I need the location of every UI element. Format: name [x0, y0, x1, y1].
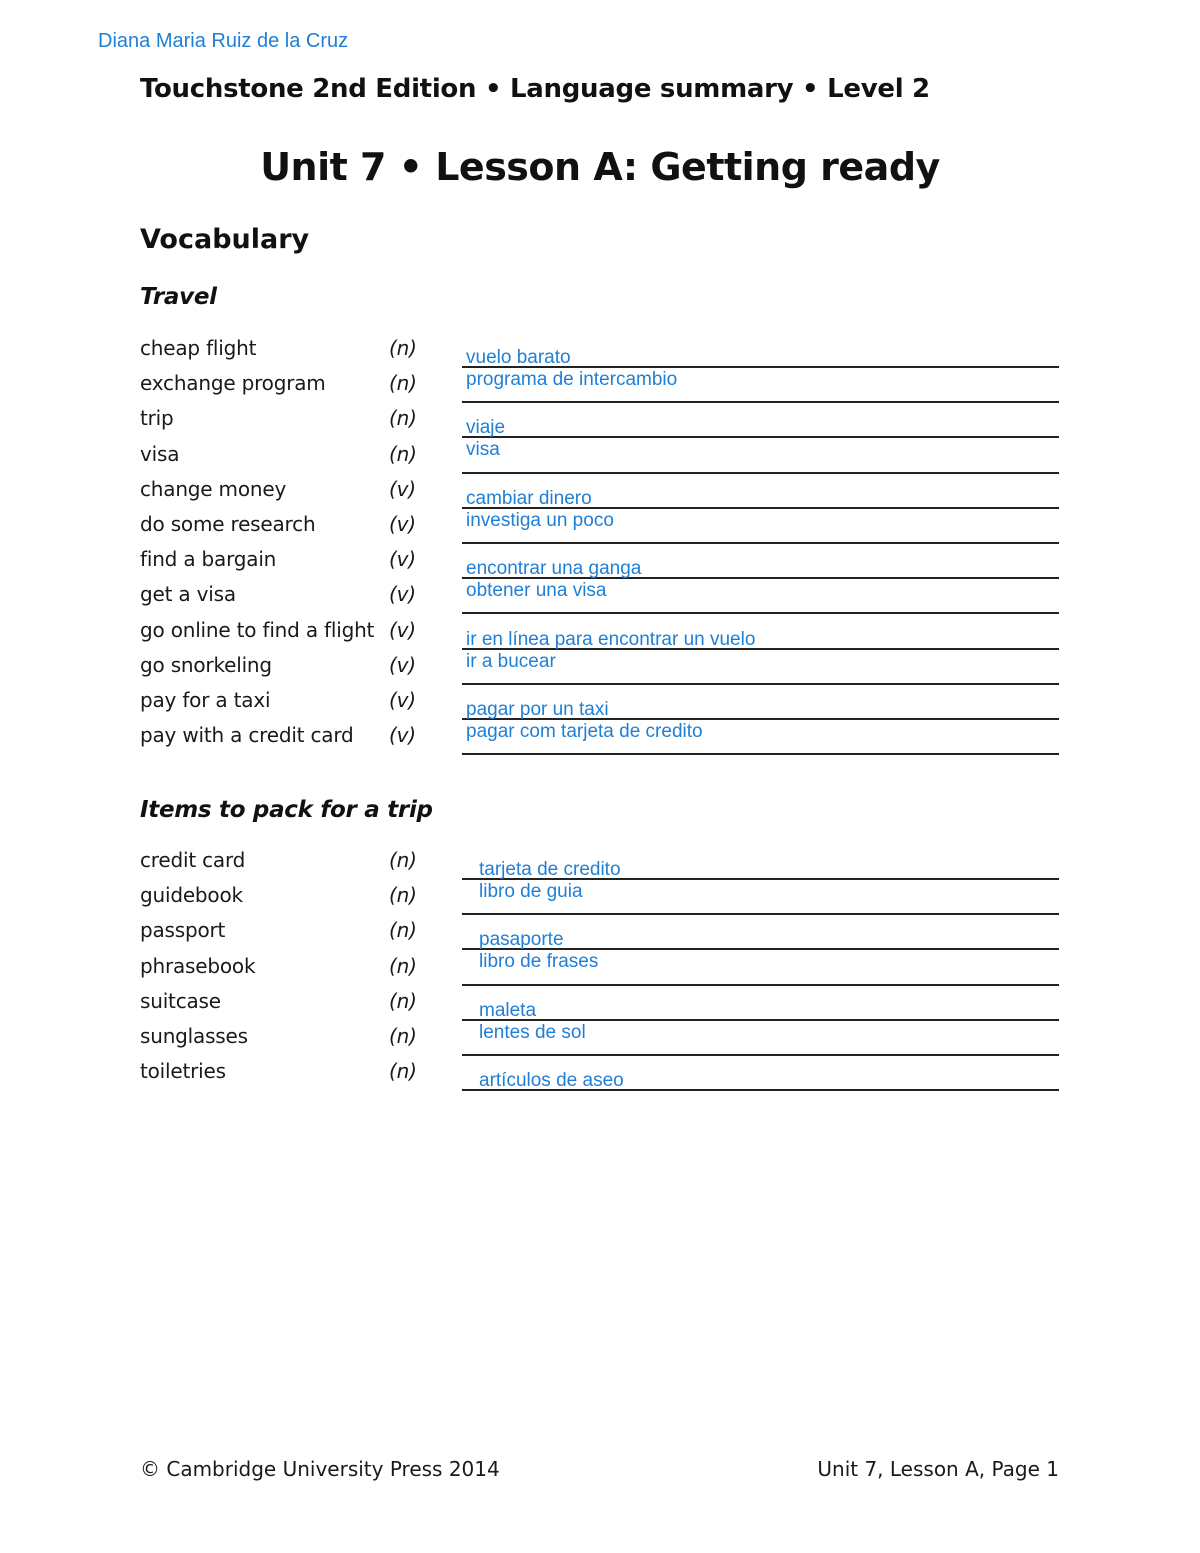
handwritten-answer: ir en línea para encontrar un vuelo — [466, 628, 756, 650]
part-of-speech: (n) — [389, 336, 417, 360]
answer-line — [462, 472, 1059, 474]
part-of-speech: (v) — [389, 652, 416, 677]
part-of-speech: (n) — [389, 988, 417, 1013]
part-of-speech: (n) — [389, 406, 417, 431]
vocab-term: cheap flight — [140, 336, 257, 360]
vocab-term: go snorkeling — [140, 652, 272, 677]
handwritten-answer: obtener una visa — [466, 580, 607, 602]
answer-line — [462, 1054, 1059, 1056]
series-title: Touchstone 2nd Edition • Language summary • Level 2 — [140, 74, 930, 104]
part-of-speech: (v) — [389, 688, 416, 712]
subheading-packing: Items to pack for a trip — [140, 797, 433, 823]
handwritten-answer: maleta — [479, 999, 537, 1021]
part-of-speech: (n) — [389, 371, 417, 396]
handwritten-answer: libro de frases — [479, 951, 599, 973]
vocab-term: suitcase — [140, 988, 221, 1013]
answer-line — [462, 913, 1059, 915]
answer-line — [462, 436, 1059, 438]
unit-title: Unit 7 • Lesson A: Getting ready — [260, 145, 940, 189]
part-of-speech: (v) — [389, 512, 416, 536]
answer-line — [462, 401, 1059, 403]
vocab-term: exchange program — [140, 371, 326, 396]
vocab-term: passport — [140, 918, 226, 943]
handwritten-answer: programa de intercambio — [466, 369, 678, 390]
part-of-speech: (v) — [389, 723, 416, 748]
handwritten-answer: ir a bucear — [466, 650, 556, 672]
answer-line — [462, 612, 1059, 614]
footer-page-ref: Unit 7, Lesson A, Page 1 — [817, 1457, 1059, 1481]
vocab-term: do some research — [140, 512, 316, 536]
vocab-term: go online to find a flight — [140, 617, 375, 642]
part-of-speech: (n) — [389, 1059, 417, 1084]
part-of-speech: (n) — [389, 441, 417, 466]
vocab-term: guidebook — [140, 883, 243, 908]
part-of-speech: (n) — [389, 918, 417, 943]
answer-line — [462, 542, 1059, 544]
vocab-term: change money — [140, 476, 287, 501]
handwritten-answer: visa — [466, 439, 500, 461]
part-of-speech: (n) — [389, 953, 417, 978]
vocab-term: visa — [140, 441, 180, 466]
handwritten-answer: artículos de aseo — [479, 1070, 624, 1092]
handwritten-answer: cambiar dinero — [466, 487, 592, 509]
handwritten-answer: investiga un poco — [466, 509, 614, 531]
handwritten-answer: pagar por un taxi — [466, 699, 609, 720]
footer-copyright: © Cambridge University Press 2014 — [140, 1457, 500, 1481]
part-of-speech: (v) — [389, 476, 416, 501]
handwritten-answer: encontrar una ganga — [466, 558, 642, 580]
vocab-term: sunglasses — [140, 1024, 248, 1048]
vocab-term: find a bargain — [140, 547, 277, 572]
handwritten-answer: vuelo barato — [466, 347, 571, 368]
part-of-speech: (v) — [389, 582, 416, 607]
handwritten-answer: pasaporte — [479, 929, 564, 951]
vocab-term: get a visa — [140, 582, 236, 607]
part-of-speech: (n) — [389, 1024, 417, 1048]
author-name: Diana Maria Ruiz de la Cruz — [98, 30, 349, 52]
subheading-travel: Travel — [140, 284, 217, 310]
part-of-speech: (v) — [389, 617, 416, 642]
vocab-term: pay for a taxi — [140, 688, 271, 712]
answer-line — [462, 984, 1059, 986]
handwritten-answer: libro de guia — [479, 881, 583, 902]
answer-line — [462, 753, 1059, 755]
part-of-speech: (v) — [389, 547, 416, 572]
vocab-term: trip — [140, 406, 174, 431]
handwritten-answer: tarjeta de credito — [479, 859, 621, 880]
vocab-term: toiletries — [140, 1059, 226, 1084]
vocab-term: phrasebook — [140, 953, 256, 978]
part-of-speech: (n) — [389, 883, 417, 908]
part-of-speech: (n) — [389, 848, 417, 872]
answer-line — [462, 683, 1059, 685]
handwritten-answer: viaje — [466, 417, 506, 439]
section-heading-vocabulary: Vocabulary — [140, 224, 310, 255]
answer-line — [462, 1019, 1059, 1021]
handwritten-answer: lentes de sol — [479, 1021, 586, 1043]
vocab-term: credit card — [140, 848, 246, 872]
vocab-term: pay with a credit card — [140, 723, 354, 748]
handwritten-answer: pagar com tarjeta de credito — [466, 721, 703, 742]
